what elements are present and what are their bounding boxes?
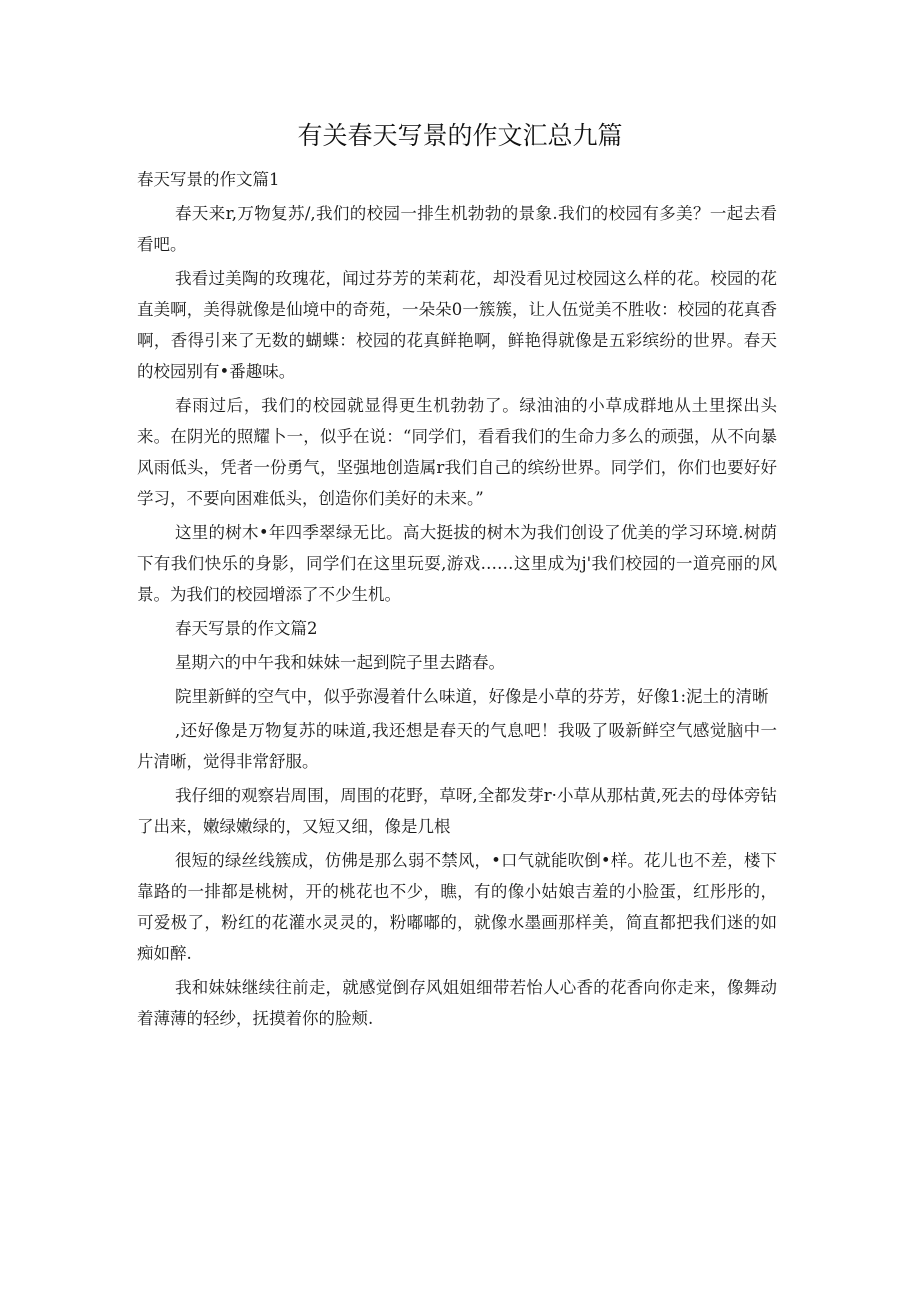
document-body (137, 164, 777, 1037)
paragraph: 我仔细的观察岩周围，周围的花野，草呀,全都发芽r·小草从那枯黄,死去的母体旁钻了出来，嫩绿嫩绿的，又短又细，像是几根 (137, 786, 777, 836)
paragraph: 我和妹妹继续往前走，就感觉倒存风姐姐细带若怡人心香的花香向你走来，像舞动着薄薄的轻纱，抚摸着你的脸颊. (137, 978, 777, 1028)
paragraph: 星期六的中午我和妹妹一起到院子里去踏春。 (175, 653, 505, 672)
paragraph: 很短的绿丝线簇成，仿佛是那么弱不禁风，•口气就能吹倒•样。花儿也不差，楼下靠路的一排都是桃树，开的桃花也不少，瞧，有的像小姑娘吉羞的小脸蛋，红彤彤的，可爱极了，粉红的花灌水灵灵的，粉嘟嘟的，就像水墨画那样美，简直都把我们迷的如痴如醉. (137, 851, 777, 963)
paragraph: ,还好像是万物复苏的味道,我还想是春天的气息吧！我吸了吸新鲜空气感觉脑中一片清晰，觉得非常舒服。 (137, 721, 777, 771)
section-heading-2: 春天写景的作文篇2 (175, 619, 318, 638)
paragraph: 这里的树木•年四季翠绿无比。高大挺拔的树木为我们创设了优美的学习环境.树荫下有我们快乐的身影，同学们在这里玩耍,游戏……这里成为j'我们校园的一道亮丽的风景。为我们的校园增添了不少生机。 (137, 523, 777, 604)
paragraph: 院里新鲜的空气中，似乎弥漫着什么味道，好像是小草的芬芳，好像1:泥土的清晰 (175, 687, 769, 706)
paragraph: 春雨过后，我们的校园就显得更生机勃勃了。绿油油的小草成群地从土里探出头来。在阴光的照耀卜一，似乎在说：“同学们，看看我们的生命力多么的顽强，从不向暴风雨低头，凭者一份勇气，坚强地创造属r我们自己的缤纷世界。同学们，你们也要好好学习，不要向困难低头，创造你们美好的未来。” (137, 396, 777, 508)
paragraph: 我看过美陶的玫瑰花，闻过芬芳的茉莉花，却没看见过校园这么样的花。校园的花直美啊，美得就像是仙境中的奇苑，一朵朵0一簇簇，让人伍觉美不胜收：校园的花真香啊，香得引来了无数的蝴蝶：校园的花真鲜艳啊，鲜艳得就像是五彩缤纷的世界。春天的校园别有•番趣味。 (137, 269, 777, 381)
paragraph: 春天来r,万物复苏/,我们的校园一排生机勃勃的景象.我们的校园有多美？一起去看看吧。 (137, 204, 777, 254)
section-heading-1: 春天写景的作文篇1 (137, 170, 280, 189)
document-title: 有关春天写景的作文汇总九篇 (297, 121, 623, 150)
